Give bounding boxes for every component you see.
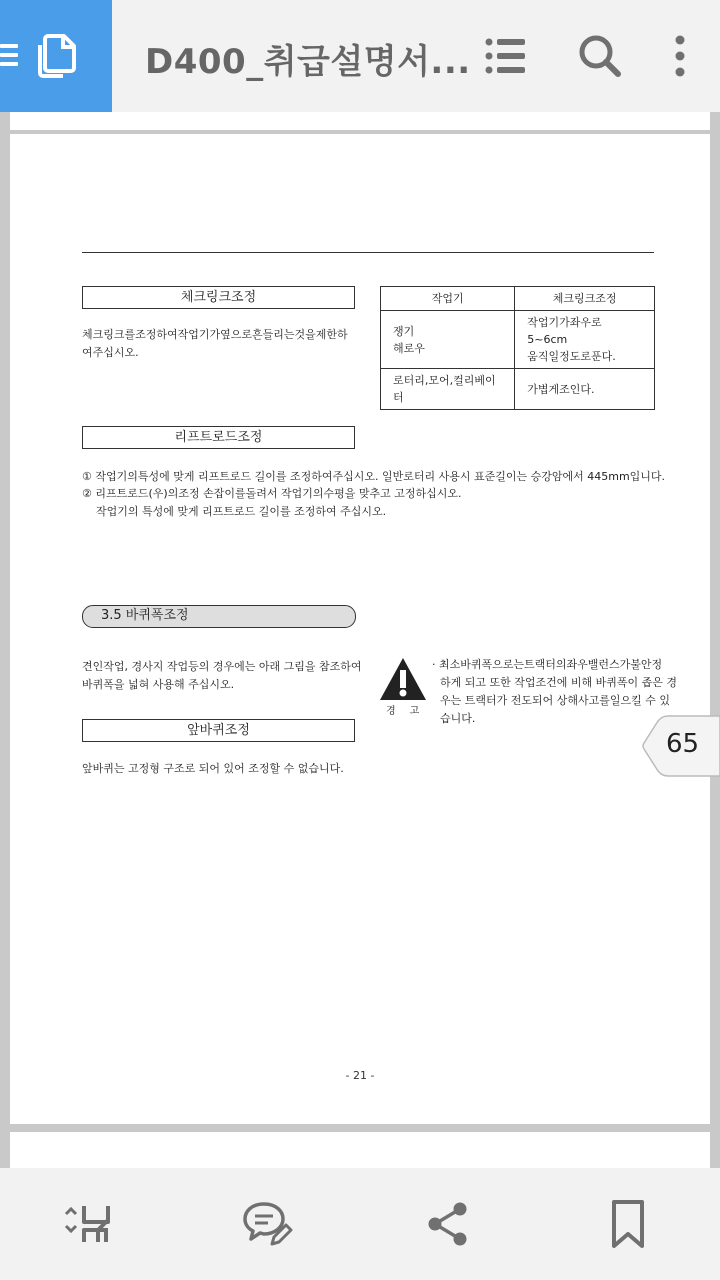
check-link-table xyxy=(380,286,655,410)
check-link-title: 체크링크조정 xyxy=(82,286,355,309)
app-bar xyxy=(0,0,720,112)
document-viewport[interactable] xyxy=(0,112,720,1168)
comment-edit-icon[interactable] xyxy=(242,1198,294,1250)
table-header: 체크링크조정 xyxy=(515,287,655,311)
lift-rod-title: 리프트로드조정 xyxy=(82,426,355,449)
search-icon[interactable] xyxy=(576,32,624,80)
header-rule xyxy=(82,252,654,253)
table-cell: 쟁기 해로우 xyxy=(381,311,515,369)
page-split-icon[interactable] xyxy=(62,1198,114,1250)
documents-button[interactable] xyxy=(0,0,112,112)
lift-rod-line-3: 작업기의 특성에 맞게 리프트로드 길이를 조정하여 주십시오. xyxy=(96,505,387,518)
warning-text-1: · 최소바퀴폭으로는트랙터의좌우밸런스가불안정 xyxy=(432,658,663,671)
front-wheel-title: 앞바퀴조정 xyxy=(82,719,355,742)
share-icon[interactable] xyxy=(422,1198,474,1250)
warning-text-3: 우는 트랙터가 전도되어 상해사고를일으킬 수 있 xyxy=(440,694,671,707)
bookmark-icon[interactable] xyxy=(602,1198,654,1250)
page-indicator-number: 65 xyxy=(666,729,700,759)
warning-text-4: 습니다. xyxy=(440,712,476,725)
table-cell: 가볍게조인다. xyxy=(515,369,655,410)
documents-icon xyxy=(36,33,78,79)
front-wheel-body: 앞바퀴는 고정형 구조로 되어 있어 조정할 수 없습니다. xyxy=(82,762,344,775)
previous-page-edge xyxy=(10,112,710,130)
lift-rod-line-1: ① 작업기의특성에 맞게 리프트로드 길이를 조정하여주십시오. 일반로터리 사용시 표준길이는 승강암에서 445mm입니다. xyxy=(82,470,666,483)
wheel-width-body-2: 바퀴폭을 넓혀 사용해 주십시오. xyxy=(82,678,235,691)
lift-rod-line-2: ② 리프트로드(우)의조정 손잡이를돌려서 작업기의수평을 맞추고 고정하십시오. xyxy=(82,487,462,500)
list-icon[interactable] xyxy=(482,32,530,80)
check-link-body-1: 체크링크를조정하여작업기가옆으로흔들리는것을제한하 xyxy=(82,328,348,341)
warning-text-2: 하게 되고 또한 작업조건에 비해 바퀴폭이 좁은 경 xyxy=(440,676,677,689)
table-cell: 로터리,모어,컬리베이터 xyxy=(381,369,515,410)
hamburger-icon xyxy=(0,44,18,66)
next-page-edge xyxy=(10,1132,710,1168)
bottom-toolbar xyxy=(0,1168,720,1280)
table-header: 작업기 xyxy=(381,287,515,311)
check-link-body-2: 여주십시오. xyxy=(82,346,139,359)
page-footer-number: - 21 - xyxy=(345,1069,375,1082)
page-indicator[interactable] xyxy=(642,715,720,777)
document-page xyxy=(10,134,710,1124)
wheel-width-title: 3.5 바퀴폭조정 xyxy=(82,605,356,628)
more-vert-icon[interactable] xyxy=(656,32,704,80)
wheel-width-body-1: 견인작업, 경사지 작업등의 경우에는 아래 그림을 참조하여 xyxy=(82,660,362,673)
table-cell: 작업기가좌우로 5~6cm 움직일정도로푼다. xyxy=(515,311,655,369)
warning-label: 경고 xyxy=(386,706,434,717)
document-title: D400_취급설명서... xyxy=(145,42,471,82)
